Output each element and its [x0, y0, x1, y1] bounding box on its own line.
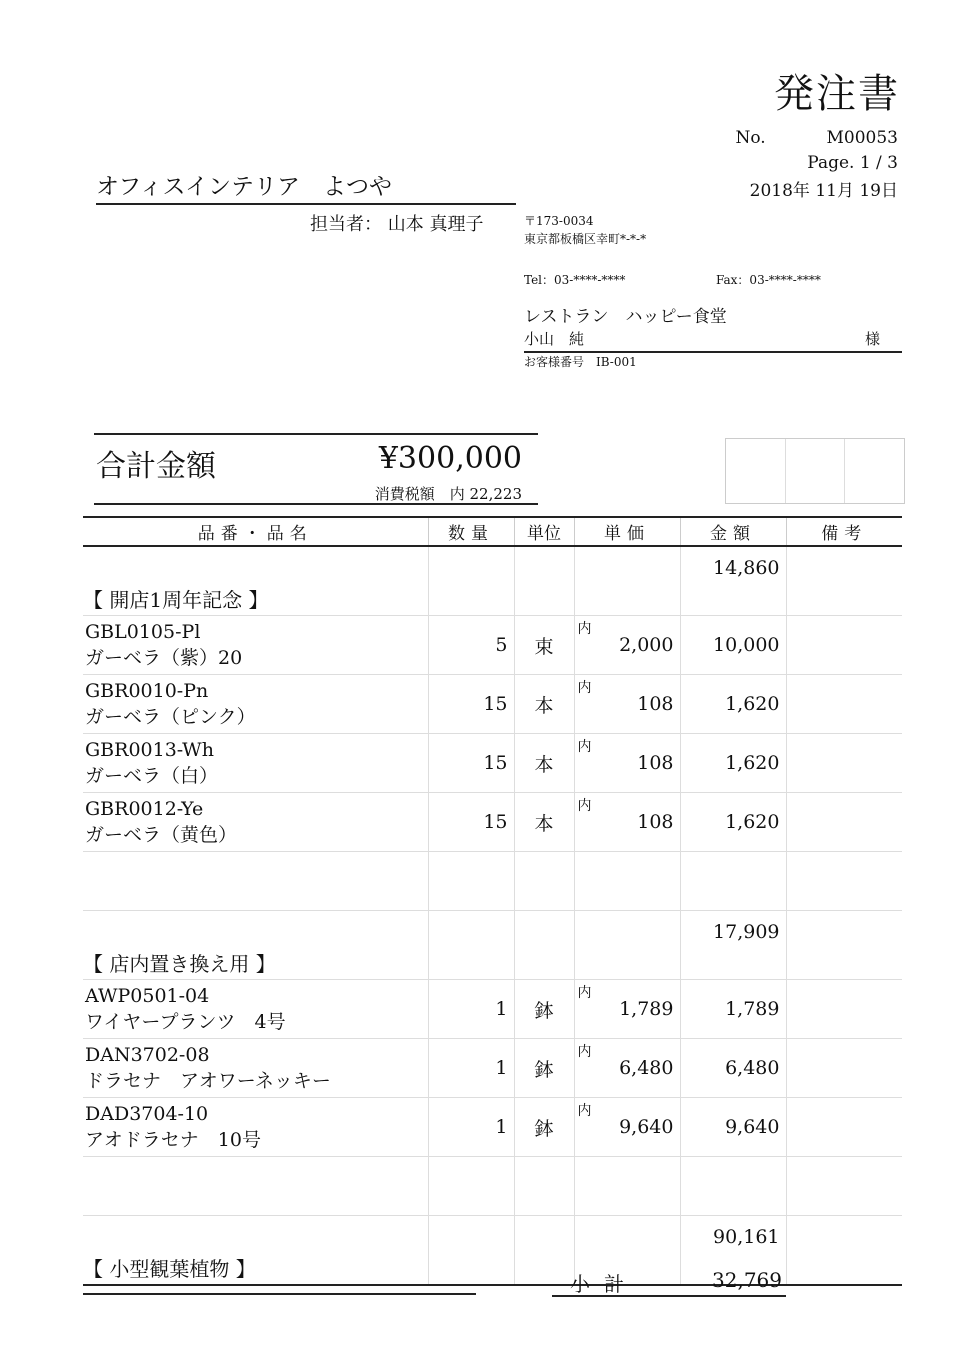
item-code: AWP0501-04 — [85, 985, 210, 1007]
item-unit: 本 — [514, 793, 574, 852]
item-cell — [83, 793, 428, 852]
item-cell — [83, 1098, 428, 1157]
table-row — [83, 616, 902, 675]
item-amount: 6,480 — [680, 1039, 786, 1098]
item-qty: 15 — [428, 793, 514, 852]
item-unit: 本 — [514, 675, 574, 734]
order-number-label: No. — [735, 128, 766, 148]
group-amount: 90,161 — [680, 1216, 786, 1286]
table-row — [83, 675, 902, 734]
item-note — [786, 980, 902, 1039]
table-row — [83, 1098, 902, 1157]
item-note — [786, 1039, 902, 1098]
group-amount: 14,860 — [680, 546, 786, 616]
subtotal-value: 32,769 — [712, 1268, 782, 1292]
subtotal-label: 小計 — [570, 1272, 638, 1296]
item-price: 9,640 — [619, 1116, 674, 1138]
customer-person-line — [524, 328, 902, 353]
item-price-cell — [574, 793, 680, 852]
item-unit: 鉢 — [514, 980, 574, 1039]
item-name: ドラセナ アオワーネッキー — [85, 1070, 331, 1092]
issue-date: 2018年 11月 19日 — [749, 181, 898, 201]
item-price: 108 — [637, 752, 674, 774]
group-row — [83, 911, 902, 980]
footer-line — [83, 1293, 476, 1295]
table-row — [83, 734, 902, 793]
tax-included-mark: 内 — [577, 1044, 592, 1060]
item-unit: 鉢 — [514, 1098, 574, 1157]
group-title: 【 小型観葉植物 】 — [83, 1216, 428, 1286]
item-amount: 10,000 — [680, 616, 786, 675]
item-price: 2,000 — [619, 634, 674, 656]
item-price-cell — [574, 616, 680, 675]
postal-code: 〒173-0034 — [524, 214, 594, 228]
item-code: GBR0010-Pn — [85, 680, 209, 702]
item-unit: 本 — [514, 734, 574, 793]
item-note — [786, 616, 902, 675]
item-name: ガーベラ（黄色） — [85, 824, 238, 846]
honorific: 様 — [864, 330, 880, 348]
supplier-company: オフィスインテリア よつや — [96, 168, 516, 205]
header-item: 品番・品名 — [83, 517, 428, 546]
item-qty: 15 — [428, 734, 514, 793]
item-cell — [83, 616, 428, 675]
order-number — [735, 128, 898, 148]
item-price-cell — [574, 980, 680, 1039]
table-row — [83, 1039, 902, 1098]
tel-number: Tel：03-****-**** — [524, 273, 626, 287]
page-indicator: Page. 1 / 3 — [807, 153, 898, 173]
item-cell — [83, 980, 428, 1039]
item-amount: 9,640 — [680, 1098, 786, 1157]
total-label: 合計金額 — [96, 449, 216, 484]
staff-name: 担当者： 山本 真理子 — [310, 214, 484, 235]
item-code: GBR0012-Ye — [85, 798, 204, 820]
group-amount: 17,909 — [680, 911, 786, 980]
group-title: 【 開店1周年記念 】 — [83, 546, 428, 616]
item-code: DAN3702-08 — [85, 1044, 210, 1066]
item-price-cell — [574, 675, 680, 734]
item-name: ワイヤープランツ 4号 — [85, 1011, 286, 1033]
tax-included-mark: 内 — [577, 798, 592, 814]
item-name: ガーベラ（紫）20 — [85, 647, 243, 669]
item-qty: 1 — [428, 1039, 514, 1098]
tax-included-mark: 内 — [577, 1103, 592, 1119]
item-price-cell — [574, 734, 680, 793]
blank-row — [83, 1157, 902, 1216]
header-price: 単価 — [574, 517, 680, 546]
address: 東京都板橋区幸町*-*-* — [524, 232, 647, 246]
item-unit: 鉢 — [514, 1039, 574, 1098]
item-cell — [83, 1039, 428, 1098]
item-note — [786, 734, 902, 793]
item-note — [786, 793, 902, 852]
item-code: DAD3704-10 — [85, 1103, 209, 1125]
group-row — [83, 546, 902, 616]
total-amount-box — [94, 433, 538, 505]
item-qty: 5 — [428, 616, 514, 675]
table-header-row — [83, 517, 902, 546]
tax-included-mark: 内 — [577, 985, 592, 1001]
item-note — [786, 1098, 902, 1157]
subtotal-row — [552, 1268, 786, 1297]
item-price: 108 — [637, 693, 674, 715]
item-price-cell — [574, 1039, 680, 1098]
item-name: アオドラセナ 10号 — [85, 1129, 261, 1151]
header-amount: 金額 — [680, 517, 786, 546]
header-note: 備考 — [786, 517, 902, 546]
blank-row — [83, 852, 902, 911]
header-qty: 数量 — [428, 517, 514, 546]
total-value: ¥300,000 — [378, 441, 522, 476]
item-cell — [83, 734, 428, 793]
tax-included-mark: 内 — [577, 739, 592, 755]
item-qty: 15 — [428, 675, 514, 734]
item-price: 108 — [637, 811, 674, 833]
item-qty: 1 — [428, 980, 514, 1039]
item-price: 1,789 — [619, 998, 674, 1020]
table-row — [83, 980, 902, 1039]
item-qty: 1 — [428, 1098, 514, 1157]
item-cell — [83, 675, 428, 734]
order-items-table — [83, 516, 902, 1286]
item-note — [786, 675, 902, 734]
item-name: ガーベラ（白） — [85, 765, 219, 787]
item-name: ガーベラ（ピンク） — [85, 706, 256, 728]
tax-included-mark: 内 — [577, 680, 592, 696]
item-unit: 束 — [514, 616, 574, 675]
document-title: 発注書 — [774, 71, 900, 117]
item-amount: 1,620 — [680, 675, 786, 734]
fax-number: Fax：03-****-**** — [716, 273, 821, 287]
group-title: 【 店内置き換え用 】 — [83, 911, 428, 980]
customer-number: お客様番号 IB-001 — [524, 355, 637, 369]
item-amount: 1,620 — [680, 793, 786, 852]
item-code: GBR0013-Wh — [85, 739, 214, 761]
header-unit: 単位 — [514, 517, 574, 546]
tax-amount: 消費税額 内 22,223 — [374, 485, 522, 503]
approval-stamp-box — [725, 438, 905, 504]
customer-company: レストラン ハッピー食堂 — [524, 307, 727, 327]
item-price-cell — [574, 1098, 680, 1157]
customer-person: 小山 純 — [524, 330, 585, 348]
item-price: 6,480 — [619, 1057, 674, 1079]
item-amount: 1,620 — [680, 734, 786, 793]
table-row — [83, 793, 902, 852]
order-number-value: M00053 — [826, 128, 898, 148]
item-amount: 1,789 — [680, 980, 786, 1039]
tax-included-mark: 内 — [577, 621, 592, 637]
item-code: GBL0105-Pl — [85, 621, 201, 643]
